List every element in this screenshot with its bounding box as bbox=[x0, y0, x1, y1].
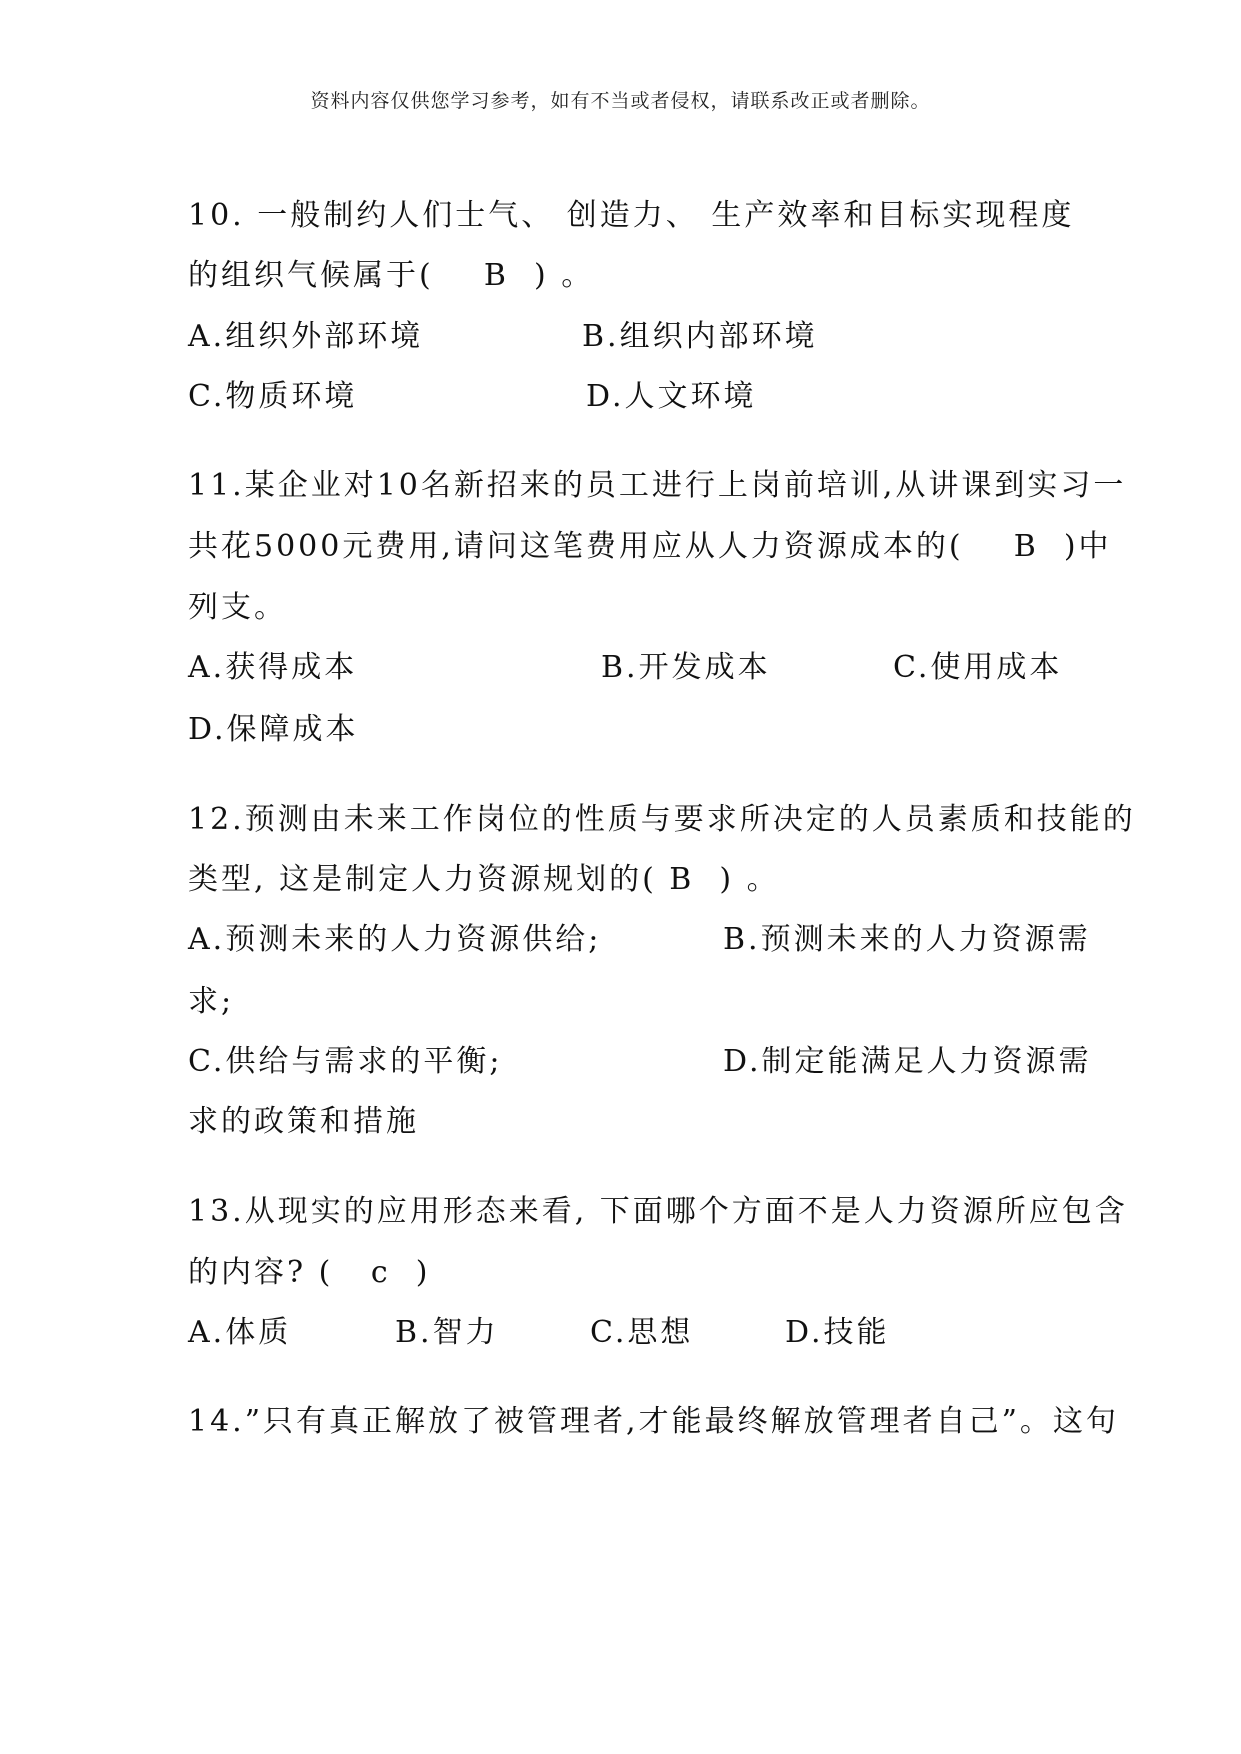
question-11-line-3: 列支。 bbox=[188, 590, 287, 625]
question-12-option-c: C.供给与需求的平衡; bbox=[188, 1044, 503, 1079]
question-13-line-2: 的内容? ( c ) bbox=[188, 1255, 431, 1290]
question-12-option-b-line-1: B.预测未来的人力资源需 bbox=[723, 922, 1091, 957]
page-header-notice: 资料内容仅供您学习参考，如有不当或者侵权，请联系改正或者删除。 bbox=[310, 90, 931, 112]
question-10-option-d: D.人文环境 bbox=[586, 379, 757, 414]
question-10-line-1: 10. 一般制约人们士气、 创造力、 生产效率和目标实现程度 bbox=[188, 198, 1075, 233]
question-10-option-c: C.物质环境 bbox=[188, 379, 358, 414]
question-11-option-a: A.获得成本 bbox=[188, 650, 358, 685]
question-12-option-d-line-1: D.制定能满足人力资源需 bbox=[723, 1044, 1092, 1079]
question-11-option-c: C.使用成本 bbox=[893, 650, 1063, 685]
question-13-option-a: A.体质 bbox=[188, 1315, 292, 1350]
question-13-option-d: D.技能 bbox=[785, 1315, 890, 1350]
question-12-line-1: 12.预测由未来工作岗位的性质与要求所决定的人员素质和技能的 bbox=[188, 802, 1136, 837]
question-13-option-c: C.思想 bbox=[590, 1315, 694, 1350]
question-12-option-a: A.预测未来的人力资源供给; bbox=[188, 922, 602, 957]
question-11-line-1: 11.某企业对10名新招来的员工进行上岗前培训,从讲课到实习一 bbox=[188, 468, 1127, 503]
question-13-option-b: B.智力 bbox=[395, 1315, 499, 1350]
question-13-line-1: 13.从现实的应用形态来看, 下面哪个方面不是人力资源所应包含 bbox=[188, 1194, 1128, 1229]
question-12-option-d-line-2: 求的政策和措施 bbox=[188, 1104, 419, 1139]
question-10-line-2: 的组织气候属于( B ) 。 bbox=[188, 258, 595, 293]
question-12-option-b-line-2: 求; bbox=[188, 984, 235, 1019]
question-11-option-d: D.保障成本 bbox=[188, 712, 359, 747]
question-10-option-b: B.组织内部环境 bbox=[582, 319, 818, 354]
question-10-option-a: A.组织外部环境 bbox=[188, 319, 424, 354]
question-12-line-2: 类型, 这是制定人力资源规划的( B ) 。 bbox=[188, 862, 780, 897]
question-11-option-b: B.开发成本 bbox=[601, 650, 771, 685]
question-11-line-2: 共花5000元费用,请问这笔费用应从人力资源成本的( B )中 bbox=[188, 529, 1112, 564]
question-14-line-1: 14.”只有真正解放了被管理者,才能最终解放管理者自己”。这句 bbox=[188, 1404, 1119, 1439]
